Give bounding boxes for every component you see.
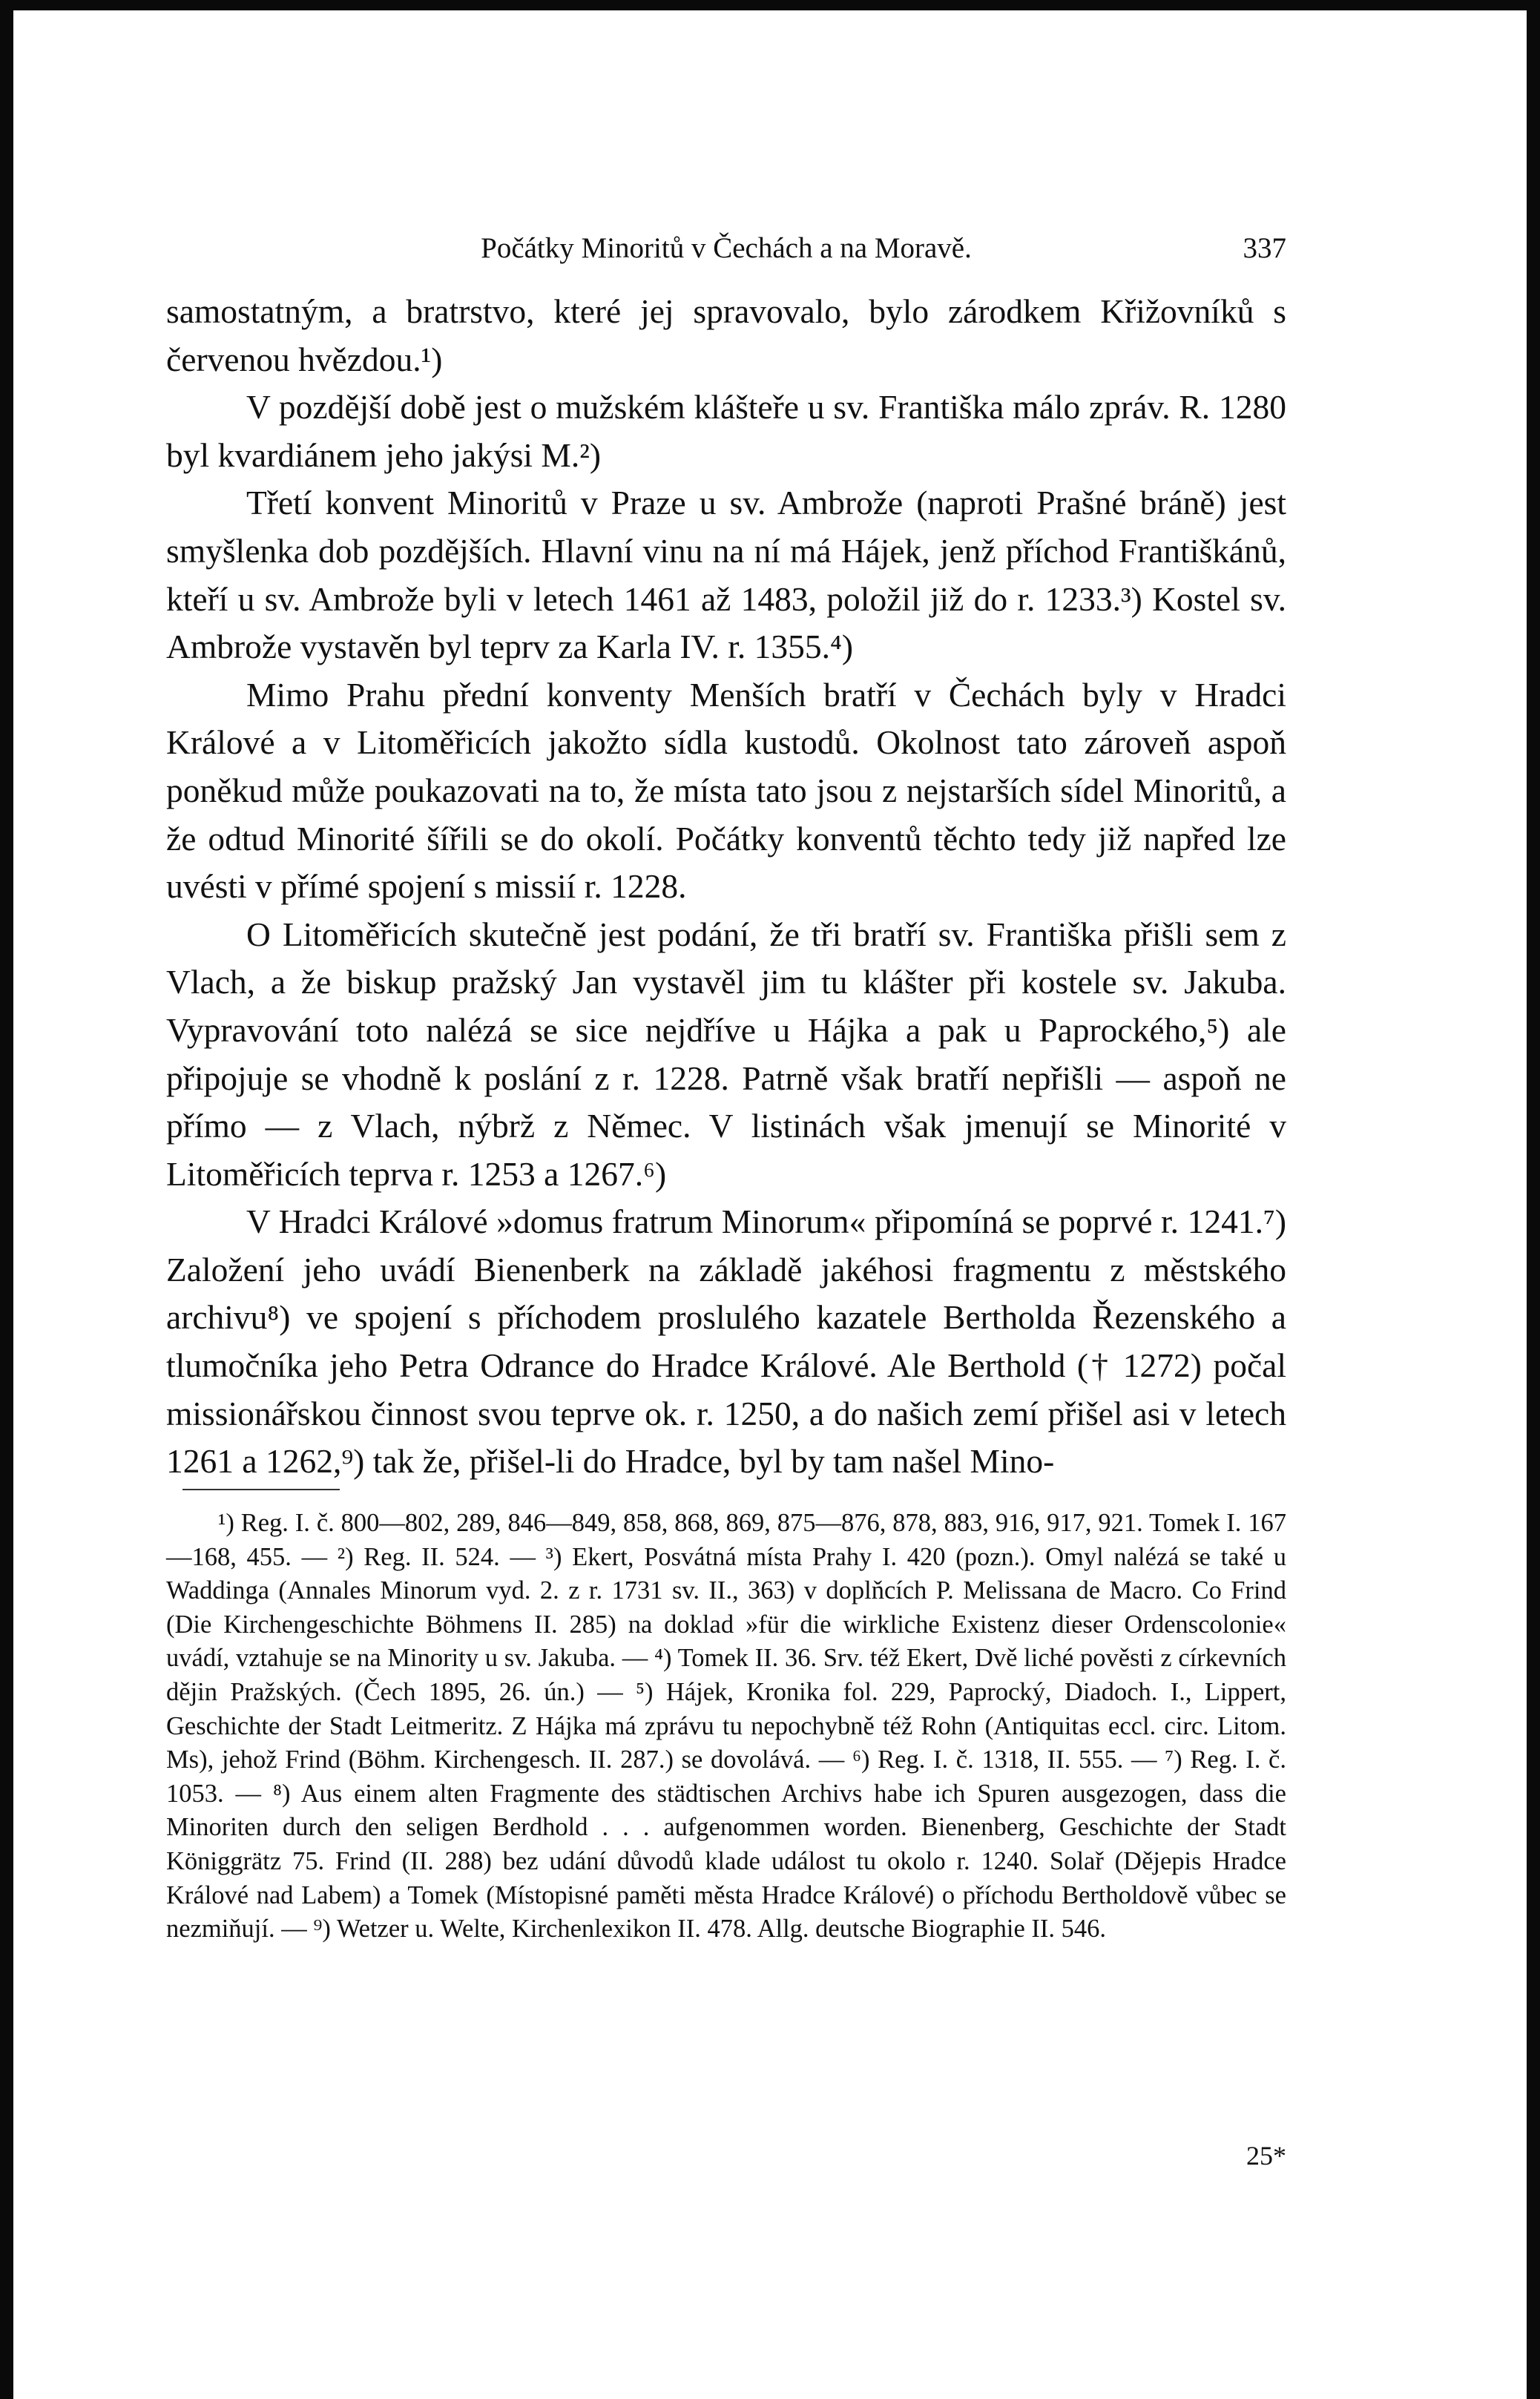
page-number: 337 [1243, 232, 1286, 264]
footnotes [166, 1507, 1286, 1946]
scan-border-top [0, 0, 1540, 10]
scan-border-right [1527, 0, 1540, 2399]
paragraph: Mimo Prahu přední konventy Menších bratří v Čechách byly v Hradci Králové a v Litoměřicích jakožto sídla kustodů. Okolnost tato zároveň aspoň poněkud může poukazovati na to, že místa tato jsou z nejstarších sídel Minoritů, a že odtud Minorité šířili se do okolí. Počátky konventů těchto tedy již napřed lze uvésti v přímé spojení s missií r. 1228. [166, 675, 1286, 906]
paragraph: V pozdější době jest o mužském klášteře u sv. Františka málo zpráv. R. 1280 byl kvardiánem jeho jakýsi M.²) [166, 388, 1286, 474]
footnote-block: ¹) Reg. I. č. 800—802, 289, 846—849, 858, 868, 869, 875—876, 878, 883, 916, 917, 921. Tomek I. 167—168, 455. — ²) Reg. II. 524. — ³) Ekert, Posvátná místa Prahy I. 420 (pozn.). Omyl nalézá se také u Waddinga (Annales Minorum vyd. 2. z r. 1731 sv. II., 363) v doplňcích P. Melissana de Macro. Co Frind (Die Kirchengeschichte Böhmens II. 285) na doklad »für die wirkliche Existenz dieser Ordenscolonie« uvádí, vztahuje se na Minority u sv. Jakuba. — ⁴) Tomek II. 36. Srv. též Ekert, Dvě liché pověsti z církevních dějin Pražských. (Čech 1895, 26. ún.) — ⁵) Hájek, Kronika fol. 229, Paprocký, Diadoch. I., Lippert, Geschichte der Stadt Leitmeritz. Z Hájka má zprávu tu nepochybně též Rohn (Antiquitas eccl. circ. Litom. Ms), jehož Frind (Böhm. Kirchengesch. II. 287.) se dovolává. — ⁶) Reg. I. č. 1318, II. 555. — ⁷) Reg. I. č. 1053. — ⁸) Aus einem alten Fragmente des städtischen Archivs habe ich Spuren ausgezogen, dass die Minoriten durch den seligen Berdhold . . . aufgenommen worden. Bienenberg, Geschichte der Stadt Königgrätz 75. Frind (II. 288) bez udání důvodů klade událost tu okolo r. 1240. Solař (Dějepis Hradce Králové nad Labem) a Tomek (Místopisné paměti města Hradce Králové) o příchodu Bertholdově vůbec se nezmiňují. — ⁹) Wetzer u. Welte, Kirchenlexikon II. 478. Allg. deutsche Biographie II. 546. [166, 1509, 1286, 1944]
paragraph: samostatným, a bratrstvo, které jej spravovalo, bylo zárodkem Křižovníků s červenou hvězdou.¹) [166, 292, 1286, 378]
running-header [166, 231, 1286, 276]
paragraph: Třetí konvent Minoritů v Praze u sv. Ambrože (naproti Prašné bráně) jest smyšlenka dob pozdějších. Hlavní vinu na ní má Hájek, jenž příchod Františkánů, kteří u sv. Ambrože byli v letech 1461 až 1483, položil již do r. 1233.³) Kostel sv. Ambrože vystavěn byl teprv za Karla IV. r. 1355.⁴) [166, 484, 1286, 666]
signature-mark: 25* [1246, 2141, 1286, 2171]
paragraph: V Hradci Králové »domus fratrum Minorum« připomíná se poprvé r. 1241.⁷) Založení jeho uvádí Bienenberk na základě jakéhosi fragmentu z městského archivu⁸) ve spojení s příchodem proslulého kazatele Bertholda Řezenského a tlumočníka jeho Petra Odrance do Hradce Králové. Ale Berthold († 1272) počal missionářskou činnost svou teprve ok. r. 1250, a do našich zemí přišel asi v letech 1261 a 1262,⁹) tak že, přišel-li do Hradce, byl by tam našel Mino- [166, 1202, 1286, 1481]
scan-border-left [0, 0, 13, 2399]
main-text [166, 288, 1286, 1486]
paragraph: O Litoměřicích skutečně jest podání, že tři bratří sv. Františka přišli sem z Vlach, a že biskup pražský Jan vystavěl jim tu klášter při kostele sv. Jakuba. Vypravování toto nalézá se sice nejdříve u Hájka a pak u Paprockého,⁵) ale připojuje se vhodně k poslání z r. 1228. Patrně však bratří nepřišli — aspoň ne přímo — z Vlach, nýbrž z Němec. V listinách však jmenují se Minorité v Litoměřicích teprva r. 1253 a 1267.⁶) [166, 915, 1286, 1193]
running-title: Počátky Minoritů v Čechách a na Moravě. [481, 232, 972, 264]
footnote-separator [182, 1489, 340, 1490]
